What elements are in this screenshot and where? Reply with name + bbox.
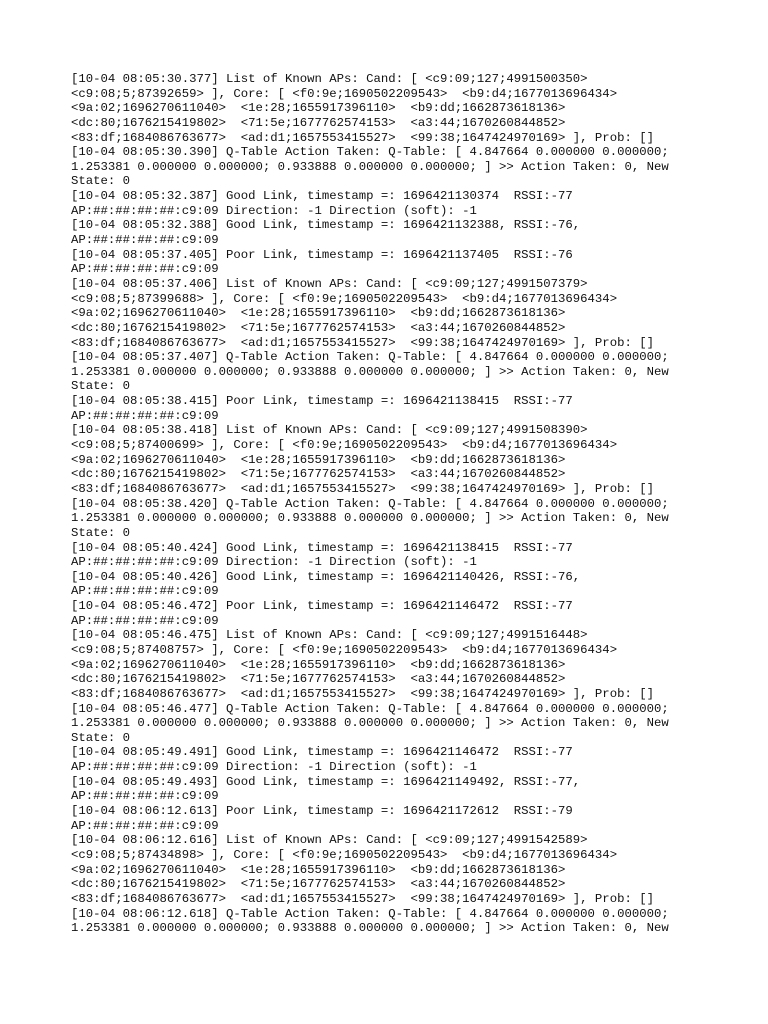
log-line: [10-04 08:05:40.424] Good Link, timestamp =: 1696421138415 RSSI:-77 <box>71 540 573 555</box>
log-line: <c9:08;5;87399688> ], Core: [ <f0:9e;1690502209543> <b9:d4;1677013696434> <box>71 291 618 306</box>
log-text-body <box>71 72 761 936</box>
log-line: 1.253381 0.000000 0.000000; 0.933888 0.000000 0.000000; ] >> Action Taken: 0, New <box>71 921 669 936</box>
log-line: 1.253381 0.000000 0.000000; 0.933888 0.000000 0.000000; ] >> Action Taken: 0, New <box>71 364 669 379</box>
log-line: State: 0 <box>71 525 131 540</box>
log-line: [10-04 08:05:30.377] List of Known APs: Cand: [ <c9:09;127;4991500350> <box>71 72 588 86</box>
log-line: 1.253381 0.000000 0.000000; 0.933888 0.000000 0.000000; ] >> Action Taken: 0, New <box>71 716 669 731</box>
log-line: [10-04 08:05:30.390] Q-Table Action Taken: Q-Table: [ 4.847664 0.000000 0.000000; <box>71 145 669 160</box>
log-line: <c9:08;5;87392659> ], Core: [ <f0:9e;1690502209543> <b9:d4;1677013696434> <box>71 86 618 101</box>
log-line: <dc:80;1676215419802> <71:5e;1677762574153> <a3:44;1670260844852> <box>71 115 566 130</box>
log-line: [10-04 08:05:49.493] Good Link, timestamp =: 1696421149492, RSSI:-77, <box>71 774 581 789</box>
log-line: <83:df;1684086763677> <ad:d1;1657553415527> <99:38;1647424970169> ], Prob: [] <box>71 481 654 496</box>
log-line: 1.253381 0.000000 0.000000; 0.933888 0.000000 0.000000; ] >> Action Taken: 0, New <box>71 159 669 174</box>
log-line: AP:##:##:##:##:c9:09 Direction: -1 Direction (soft): -1 <box>71 760 477 775</box>
log-line: <9a:02;1696270611040> <1e:28;1655917396110> <b9:dd;1662873618136> <box>71 657 566 672</box>
log-line: [10-04 08:05:38.415] Poor Link, timestamp =: 1696421138415 RSSI:-77 <box>71 394 573 409</box>
log-line: <83:df;1684086763677> <ad:d1;1657553415527> <99:38;1647424970169> ], Prob: [] <box>71 686 654 701</box>
log-line: [10-04 08:05:46.477] Q-Table Action Taken: Q-Table: [ 4.847664 0.000000 0.000000; <box>71 701 669 716</box>
log-line: <c9:08;5;87434898> ], Core: [ <f0:9e;1690502209543> <b9:d4;1677013696434> <box>71 847 618 862</box>
log-line: <c9:08;5;87408757> ], Core: [ <f0:9e;1690502209543> <b9:d4;1677013696434> <box>71 642 618 657</box>
log-line: [10-04 08:05:40.426] Good Link, timestamp =: 1696421140426, RSSI:-76, <box>71 569 581 584</box>
log-line: [10-04 08:05:37.407] Q-Table Action Taken: Q-Table: [ 4.847664 0.000000 0.000000; <box>71 350 669 365</box>
log-line: State: 0 <box>71 174 131 189</box>
log-line: <9a:02;1696270611040> <1e:28;1655917396110> <b9:dd;1662873618136> <box>71 862 566 877</box>
log-line: [10-04 08:05:38.418] List of Known APs: Cand: [ <c9:09;127;4991508390> <box>71 423 588 438</box>
log-document <box>71 72 761 936</box>
log-line: [10-04 08:05:46.472] Poor Link, timestamp =: 1696421146472 RSSI:-77 <box>71 599 573 614</box>
log-line: <c9:08;5;87400699> ], Core: [ <f0:9e;1690502209543> <b9:d4;1677013696434> <box>71 438 618 453</box>
log-line: <83:df;1684086763677> <ad:d1;1657553415527> <99:38;1647424970169> ], Prob: [] <box>71 891 654 906</box>
log-line: AP:##:##:##:##:c9:09 <box>71 613 219 628</box>
log-line: AP:##:##:##:##:c9:09 <box>71 233 219 248</box>
log-line: <83:df;1684086763677> <ad:d1;1657553415527> <99:38;1647424970169> ], Prob: [] <box>71 130 654 145</box>
log-line: [10-04 08:05:46.475] List of Known APs: Cand: [ <c9:09;127;4991516448> <box>71 628 588 643</box>
log-line: [10-04 08:05:49.491] Good Link, timestamp =: 1696421146472 RSSI:-77 <box>71 745 573 760</box>
log-line: [10-04 08:06:12.618] Q-Table Action Taken: Q-Table: [ 4.847664 0.000000 0.000000; <box>71 906 669 921</box>
log-line: AP:##:##:##:##:c9:09 Direction: -1 Direction (soft): -1 <box>71 203 477 218</box>
log-line: <9a:02;1696270611040> <1e:28;1655917396110> <b9:dd;1662873618136> <box>71 306 566 321</box>
log-line: <9a:02;1696270611040> <1e:28;1655917396110> <b9:dd;1662873618136> <box>71 452 566 467</box>
log-line: AP:##:##:##:##:c9:09 <box>71 789 219 804</box>
log-line: <83:df;1684086763677> <ad:d1;1657553415527> <99:38;1647424970169> ], Prob: [] <box>71 335 654 350</box>
log-line: <dc:80;1676215419802> <71:5e;1677762574153> <a3:44;1670260844852> <box>71 320 566 335</box>
log-line: <dc:80;1676215419802> <71:5e;1677762574153> <a3:44;1670260844852> <box>71 672 566 687</box>
log-line: AP:##:##:##:##:c9:09 <box>71 818 219 833</box>
log-line: [10-04 08:06:12.613] Poor Link, timestamp =: 1696421172612 RSSI:-79 <box>71 804 573 819</box>
log-line: [10-04 08:05:38.420] Q-Table Action Taken: Q-Table: [ 4.847664 0.000000 0.000000; <box>71 496 669 511</box>
log-line: <dc:80;1676215419802> <71:5e;1677762574153> <a3:44;1670260844852> <box>71 467 566 482</box>
log-line: [10-04 08:05:37.406] List of Known APs: Cand: [ <c9:09;127;4991507379> <box>71 276 588 291</box>
log-line: AP:##:##:##:##:c9:09 Direction: -1 Direction (soft): -1 <box>71 555 477 570</box>
log-line: [10-04 08:05:37.405] Poor Link, timestamp =: 1696421137405 RSSI:-76 <box>71 247 573 262</box>
log-line: State: 0 <box>71 379 131 394</box>
log-line: AP:##:##:##:##:c9:09 <box>71 262 219 277</box>
log-line: <9a:02;1696270611040> <1e:28;1655917396110> <b9:dd;1662873618136> <box>71 101 566 116</box>
log-line: [10-04 08:06:12.616] List of Known APs: Cand: [ <c9:09;127;4991542589> <box>71 833 588 848</box>
log-line: <dc:80;1676215419802> <71:5e;1677762574153> <a3:44;1670260844852> <box>71 877 566 892</box>
log-line: [10-04 08:05:32.388] Good Link, timestamp =: 1696421132388, RSSI:-76, <box>71 218 581 233</box>
log-line: AP:##:##:##:##:c9:09 <box>71 408 219 423</box>
log-line: 1.253381 0.000000 0.000000; 0.933888 0.000000 0.000000; ] >> Action Taken: 0, New <box>71 511 669 526</box>
log-line: [10-04 08:05:32.387] Good Link, timestamp =: 1696421130374 RSSI:-77 <box>71 189 573 204</box>
log-line: AP:##:##:##:##:c9:09 <box>71 584 219 599</box>
log-line: State: 0 <box>71 730 131 745</box>
